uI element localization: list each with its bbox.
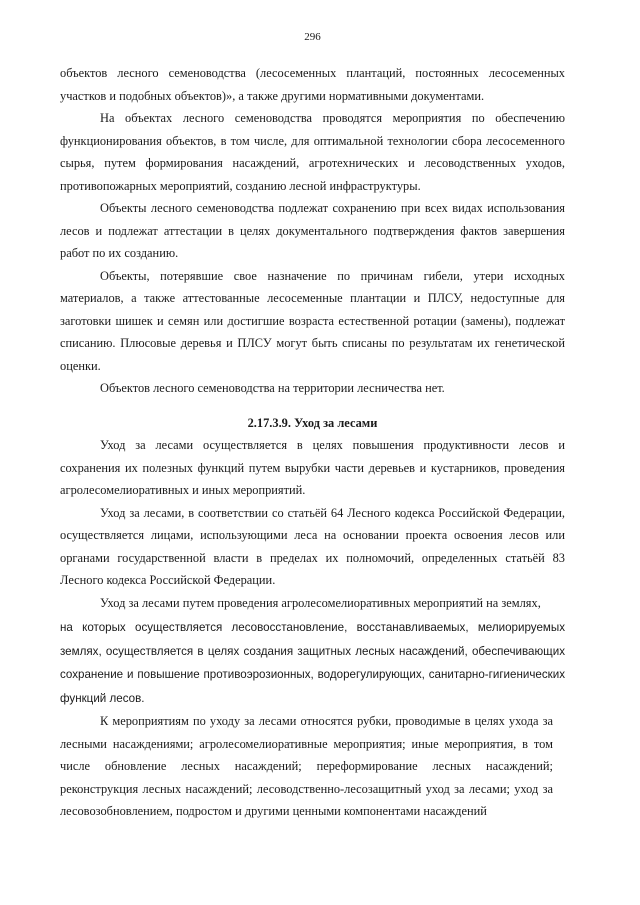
paragraph-agro: на которых осуществляется лесовосстановление, восстанавливаемых, мелиорируемых землях, осуществляется в целях создания защитных лесных насаждений, обеспечивающих сохранение и повышение противоэрозионных, водорегулирующих, санитарно-гигиенических функций лесов.	[60, 621, 565, 705]
paragraph: Объекты, потерявшие свое назначение по причинам гибели, утери исходных материалов, а также аттестованные лесосеменные плантации и ПЛСУ, недоступные для заготовки шишек и семян или достигшие возраста естественной ротации (замены), подлежат списанию. Плюсовые деревья и ПЛСУ могут быть списаны по результатам их генетической оценки.	[60, 268, 565, 373]
paragraph: Уход за лесами, в соответствии со статьёй 64 Лесного кодекса Российской Федерации, осуществляется лицами, использующими леса на основании проекта освоения лесов или органами государственной власти в пределах их полномочий, определенных статьёй 83 Лесного кодекса Российской Федерации.	[60, 505, 565, 587]
page-number: 296	[304, 31, 321, 43]
paragraph: Объектов лесного семеноводства на территории лесничества нет.	[100, 381, 445, 395]
section-heading: 2.17.3.9. Уход за лесами	[247, 415, 378, 430]
paragraph-measures: К мероприятиям по уходу за лесами относятся рубки, проводимые в целях ухода за лесными насаждениями; агролесомелиоративные мероприятия; иные мероприятия, в том числе обновление лесных насаждений; переформирование лесных насаждений; реконструкция лесных насаждений; лесоводственно-лесозащитный уход за лесами; уход за лесовозобновлением, подростом и другими ценными компонентами насаждений	[60, 714, 553, 818]
section-text-block	[60, 434, 565, 823]
paragraph: Объекты лесного семеноводства подлежат сохранению при всех видах использования лесов и подлежат аттестации в целях документального подтверждения фактов завершения работ по их созданию.	[60, 201, 565, 260]
paragraph: Уход за лесами осуществляется в целях повышения продуктивности лесов и сохранения их полезных функций путем вырубки части деревьев и кустарников, проведения агролесомелиоративных и иных мероприятий.	[60, 438, 565, 497]
top-text-block	[60, 62, 565, 400]
paragraph: На объектах лесного семеноводства проводятся мероприятия по обеспечению функционирования объектов, в том числе, для оптимальной технологии сбора лесосеменного сырья, путем формирования насаждений, агротехнических и лесоводственных уходов, противопожарных мероприятий, созданию лесной инфраструктуры.	[60, 111, 565, 193]
paragraph: объектов лесного семеноводства (лесосеменных плантаций, постоянных лесосеменных участков и подобных объектов)», а также другими нормативными документами.	[60, 66, 565, 103]
paragraph: Уход за лесами путем проведения агролесомелиоративных мероприятий на землях,	[100, 595, 541, 610]
